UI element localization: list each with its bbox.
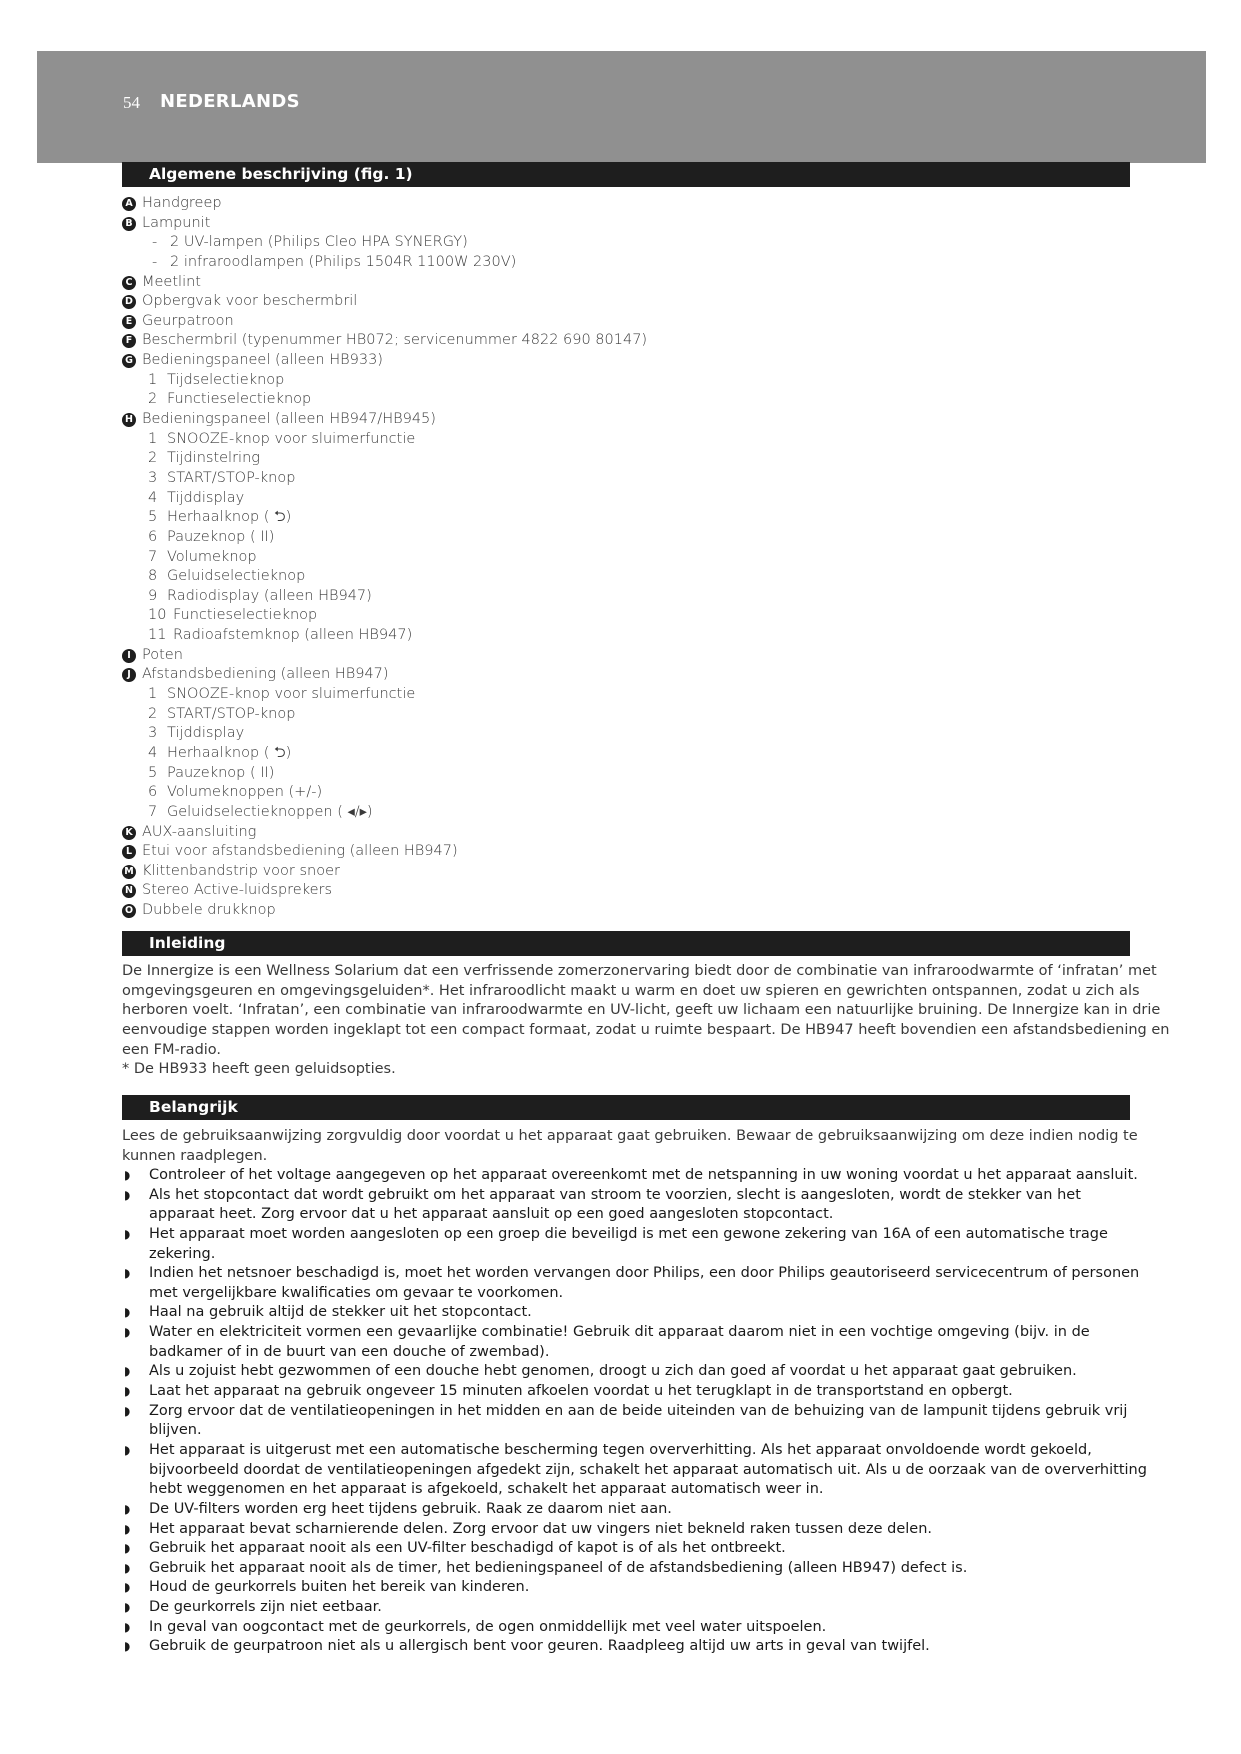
bullet-marker: ◗ <box>124 1403 131 1418</box>
item-letter-badge: L <box>122 845 136 859</box>
list-item <box>122 528 647 548</box>
bullet-line: badkamer of in de buurt van een douche of zwembad). <box>149 1343 550 1360</box>
item-label: 2 UV-lampen (Philips Cleo HPA SYNERGY) <box>170 234 468 251</box>
item-label: Dubbele drukknop <box>142 902 276 919</box>
item-label: Tijdselectieknop <box>167 371 285 388</box>
list-item <box>122 744 647 764</box>
list-item <box>122 764 647 784</box>
bullet-item <box>122 1303 1132 1323</box>
item-number: 7 <box>148 803 158 820</box>
item-label: Handgreep <box>142 195 222 211</box>
bullet-line: Water en elektriciteit vormen een gevaarlijke combinatie! Gebruik dit apparaat daarom niet in een vochtige omgeving (bijv. in de <box>149 1324 1090 1341</box>
list-item <box>122 823 647 843</box>
item-number: 7 <box>148 548 158 565</box>
item-label: Functieselectieknop <box>167 391 312 408</box>
item-number: 2 <box>148 705 158 722</box>
bullet-line: Laat het apparaat na gebruik ongeveer 15 minuten afkoelen voordat u het terugklapt in de transportstand en opbergt. <box>149 1383 1013 1400</box>
bullet-line: Als het stopcontact dat wordt gebruikt om het apparaat van stroom te voorzien, slecht is aangesloten, wordt de stekker van het <box>149 1186 1081 1203</box>
list-item <box>122 410 647 430</box>
list-item <box>122 803 647 823</box>
bullet-line: Als u zojuist hebt gezwommen of een douche hebt genomen, droogt u zich dan goed af voordat u het apparaat gaat gebruiken. <box>149 1363 1077 1380</box>
item-label: Pauzeknop ( II) <box>167 528 275 545</box>
bullet-line: met vergelijkbare kwalificaties om gevaar te voorkomen. <box>149 1284 564 1301</box>
item-label: Radiodisplay (alleen HB947) <box>167 587 372 604</box>
item-number: 4 <box>148 489 158 506</box>
list-item <box>122 449 647 469</box>
paragraph-line: * De HB933 heeft geen geluidsopties. <box>122 1061 396 1078</box>
item-letter-badge: N <box>122 884 136 898</box>
list-item <box>122 548 647 568</box>
bullet-marker: ◗ <box>124 1600 131 1615</box>
bullet-marker: ◗ <box>124 1639 131 1654</box>
list-item <box>122 331 647 351</box>
bullet-marker: ◗ <box>124 1619 131 1634</box>
item-label: Poten <box>142 646 183 663</box>
item-number: 2 <box>148 391 158 408</box>
list-item <box>122 783 647 803</box>
paragraph-line: omgevingsgeuren en omgevingsgeluiden*. Het infraroodlicht maakt u warm en doet uw spieren en gewrichten ontspannen, zodat u zich als <box>122 982 1140 999</box>
list-dash: - <box>152 234 158 251</box>
item-number: 1 <box>148 371 158 388</box>
item-label: Bedieningspaneel (alleen HB933) <box>142 352 383 369</box>
item-number: 4 <box>148 744 158 761</box>
item-number: 1 <box>148 430 158 447</box>
bullet-marker: ◗ <box>124 1266 131 1281</box>
bullet-item <box>122 1500 1132 1520</box>
item-label: Stereo Active-luidsprekers <box>142 882 333 899</box>
list-item <box>122 489 647 509</box>
language-heading: NEDERLANDS <box>160 91 300 112</box>
list-item <box>122 646 647 666</box>
bullet-item <box>122 1598 1132 1618</box>
list-item <box>122 705 647 725</box>
item-label: Klittenbandstrip voor snoer <box>142 862 340 879</box>
bullet-marker: ◗ <box>124 1168 131 1182</box>
item-letter-badge: C <box>122 276 136 290</box>
item-label: Pauzeknop ( II) <box>167 764 275 781</box>
section-heading-important: Belangrijk <box>122 1095 1130 1120</box>
bullet-marker: ◗ <box>124 1305 131 1320</box>
list-item <box>122 469 647 489</box>
item-label: Lampunit <box>142 214 211 231</box>
bullet-line: Het apparaat bevat scharnierende delen. Zorg ervoor dat uw vingers niet bekneld raken tussen deze delen. <box>149 1520 933 1537</box>
list-item <box>122 862 647 882</box>
item-label: SNOOZE-knop voor sluimerfunctie <box>167 686 416 703</box>
bullet-line: Het apparaat moet worden aangesloten op een groep die beveiligd is met een gewone zekering van 16A of een automatische trage <box>149 1225 1108 1242</box>
list-item <box>122 665 647 685</box>
bullet-line: Houd de geurkorrels buiten het bereik van kinderen. <box>149 1579 530 1596</box>
bullet-marker: ◗ <box>124 1580 131 1595</box>
bullet-item <box>122 1520 1132 1540</box>
bullet-line: In geval van oogcontact met de geurkorrels, de ogen onmiddellijk met veel water uitspoelen. <box>149 1618 827 1635</box>
item-letter-badge: G <box>122 354 136 368</box>
item-label: Geluidselectieknop <box>167 568 306 585</box>
item-number: 11 <box>148 627 167 644</box>
list-item <box>122 567 647 587</box>
list-item <box>122 430 647 450</box>
item-label: Herhaalknop ( ⮌) <box>167 744 292 761</box>
paragraph-line: kunnen raadplegen. <box>122 1147 268 1164</box>
item-letter-badge: F <box>122 334 136 348</box>
list-item <box>122 312 647 332</box>
list-item <box>122 351 647 371</box>
list-item <box>122 390 647 410</box>
bullet-item <box>122 1618 1132 1638</box>
bullet-item <box>122 1382 1132 1402</box>
list-item <box>122 214 647 234</box>
bullet-item <box>122 1578 1132 1598</box>
list-item <box>122 273 647 293</box>
item-number: 1 <box>148 686 158 703</box>
bullet-line: Gebruik het apparaat nooit als een UV-filter beschadigd of kapot is of als het ontbreekt. <box>149 1540 786 1557</box>
introduction-text <box>122 962 1170 1080</box>
bullet-marker: ◗ <box>124 1560 131 1575</box>
bullet-line: apparaat heet. Zorg ervoor dat u het apparaat aansluit op een goed aangesloten stopcontact. <box>149 1206 834 1223</box>
item-label: Etui voor afstandsbediening (alleen HB947) <box>142 843 458 860</box>
bullet-item <box>122 1323 1132 1362</box>
bullet-line: De geurkorrels zijn niet eetbaar. <box>149 1599 382 1616</box>
item-label: START/STOP-knop <box>167 705 296 722</box>
item-letter-badge: O <box>122 904 136 918</box>
bullet-line: zekering. <box>149 1245 216 1262</box>
item-letter-badge: M <box>122 865 136 879</box>
bullet-item <box>122 1166 1138 1186</box>
list-item <box>122 508 647 528</box>
item-number: 8 <box>148 568 158 585</box>
list-item <box>122 901 647 921</box>
description-list <box>122 194 647 921</box>
item-label: Tijdinstelring <box>167 450 260 467</box>
section-heading-description: Algemene beschrijving (fig. 1) <box>122 162 1130 187</box>
bullet-line: Gebruik de geurpatroon niet als u allergisch bent voor geuren. Raadpleeg altijd uw arts in geval van twijfel. <box>149 1638 930 1655</box>
page-header <box>37 51 1206 163</box>
bullet-item <box>122 1559 1132 1579</box>
bullet-marker: ◗ <box>124 1442 131 1457</box>
bullet-marker: ◗ <box>124 1187 131 1202</box>
list-item <box>122 626 647 646</box>
item-number: 9 <box>148 587 158 604</box>
bullet-marker: ◗ <box>124 1521 131 1536</box>
item-label: Geurpatroon <box>142 312 234 329</box>
item-letter-badge: A <box>122 197 136 211</box>
bullet-item <box>122 1539 1132 1559</box>
item-label: SNOOZE-knop voor sluimerfunctie <box>167 430 416 447</box>
paragraph-line: De Innergize is een Wellness Solarium dat een verfrissende zomerzonervaring biedt door de combinatie van infraroodwarmte of ‘infratan’ met <box>122 963 1157 979</box>
page-number: 54 <box>123 93 140 112</box>
list-item <box>122 842 647 862</box>
list-item <box>122 292 647 312</box>
bullet-line: Indien het netsnoer beschadigd is, moet het worden vervangen door Philips, een door Philips geautoriseerd servicecentrum of personen <box>149 1265 1140 1282</box>
item-label: 2 infraroodlampen (Philips 1504R 1100W 230V) <box>170 253 517 270</box>
bullet-marker: ◗ <box>124 1541 131 1556</box>
list-dash: - <box>152 253 158 270</box>
item-label: START/STOP-knop <box>167 469 296 486</box>
item-label: Geluidselectieknoppen ( ◂/▸) <box>167 803 373 820</box>
list-item <box>122 881 647 901</box>
list-item <box>122 587 647 607</box>
paragraph-line: Lees de gebruiksaanwijzing zorgvuldig door voordat u het apparaat gaat gebruiken. Bewaar de gebruiksaanwijzing om deze indien nodig te <box>122 1128 1138 1144</box>
list-item <box>122 194 647 214</box>
item-label: AUX-aansluiting <box>142 823 257 840</box>
bullet-item <box>122 1362 1132 1382</box>
list-item <box>122 724 647 744</box>
bullet-marker: ◗ <box>124 1384 131 1399</box>
item-label: Afstandsbediening (alleen HB947) <box>142 666 389 683</box>
item-number: 6 <box>148 528 158 545</box>
item-label: Bedieningspaneel (alleen HB947/HB945) <box>142 411 436 428</box>
item-letter-badge: D <box>122 295 136 309</box>
bullet-line: bijvoorbeeld doordat de ventilatieopeningen afgedekt zijn, schakelt het apparaat automatisch uit. Als u de oorzaak van de oververhitting <box>149 1461 1147 1478</box>
item-label: Volumeknoppen (+/-) <box>167 784 323 801</box>
item-label: Opbergvak voor beschermbril <box>142 293 358 310</box>
item-number: 5 <box>148 764 158 781</box>
bullet-item <box>122 1637 1132 1657</box>
item-label: Beschermbril (typenummer HB072; servicenummer 4822 690 80147) <box>142 332 648 349</box>
bullet-marker: ◗ <box>124 1226 131 1241</box>
bullet-line: Controleer of het voltage aangegeven op het apparaat overeenkomt met de netspanning in uw woning voordat u het apparaat aansluit. <box>149 1167 1138 1183</box>
item-letter-badge: H <box>122 413 136 427</box>
bullet-line: Het apparaat is uitgerust met een automatische bescherming tegen oververhitting. Als het apparaat onvoldoende wordt gekoeld, <box>149 1441 1092 1458</box>
item-label: Tijddisplay <box>167 725 245 742</box>
paragraph-line: herboren voelt. ‘Infratan’, een combinatie van infraroodwarmte en UV-licht, geeft uw lichaam een natuurlijke bruining. De Innergize kan in drie <box>122 1002 1161 1019</box>
item-letter-badge: I <box>122 649 136 663</box>
item-number: 6 <box>148 784 158 801</box>
bullet-line: De UV-filters worden erg heet tijdens gebruik. Raak ze daarom niet aan. <box>149 1500 672 1517</box>
important-intro-text <box>122 1127 1138 1166</box>
list-item <box>122 371 647 391</box>
item-label: Volumeknop <box>167 548 257 565</box>
item-letter-badge: J <box>122 668 136 682</box>
bullet-item <box>122 1264 1140 1303</box>
important-bullet-list <box>122 1166 1147 1657</box>
bullet-item <box>122 1186 1132 1225</box>
bullet-marker: ◗ <box>124 1364 131 1379</box>
item-label: Tijddisplay <box>167 489 245 506</box>
list-item <box>122 685 647 705</box>
list-item <box>122 233 647 253</box>
item-number: 3 <box>148 725 158 742</box>
item-number: 3 <box>148 469 158 486</box>
item-letter-badge: E <box>122 315 136 329</box>
item-number: 2 <box>148 450 158 467</box>
item-label: Functieselectieknop <box>173 607 318 624</box>
list-item <box>122 253 647 273</box>
bullet-item <box>122 1441 1147 1500</box>
paragraph-line: eenvoudige stappen worden ingeklapt tot een compact formaat, zodat u ruimte bespaart. De HB947 heeft bovendien een afstandsbediening en <box>122 1021 1170 1038</box>
bullet-marker: ◗ <box>124 1501 131 1516</box>
paragraph-line: een FM-radio. <box>122 1041 222 1058</box>
item-letter-badge: K <box>122 826 136 840</box>
item-number: 10 <box>148 607 167 624</box>
item-number: 5 <box>148 509 158 526</box>
bullet-item <box>122 1402 1132 1441</box>
bullet-line: Gebruik het apparaat nooit als de timer, het bedieningspaneel of de afstandsbediening (alleen HB947) defect is. <box>149 1559 968 1576</box>
bullet-line: hebt weggenomen en het apparaat is afgekoeld, schakelt het apparaat automatisch weer in. <box>149 1481 824 1498</box>
item-label: Meetlint <box>142 273 201 290</box>
item-label: Herhaalknop ( ⮌) <box>167 509 292 526</box>
section-heading-introduction: Inleiding <box>122 931 1130 956</box>
list-item <box>122 606 647 626</box>
item-label: Radioafstemknop (alleen HB947) <box>173 627 413 644</box>
bullet-marker: ◗ <box>124 1325 131 1340</box>
bullet-line: blijven. <box>149 1422 202 1439</box>
bullet-line: Zorg ervoor dat de ventilatieopeningen in het midden en aan de beide uiteinden van de behuizing van de lampunit tijdens gebruik vrij <box>149 1402 1128 1419</box>
bullet-line: Haal na gebruik altijd de stekker uit het stopcontact. <box>149 1304 532 1321</box>
bullet-item <box>122 1225 1132 1264</box>
item-letter-badge: B <box>122 217 136 231</box>
